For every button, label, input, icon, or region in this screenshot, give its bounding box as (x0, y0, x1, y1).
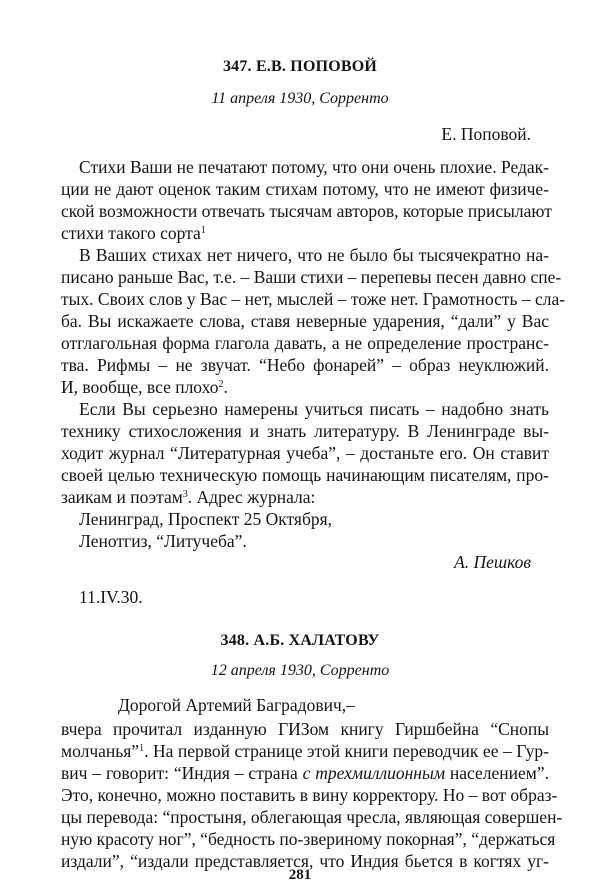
text-line: тва. Рифмы – не звучат. “Небо фонарей” – образ неуклюжий. (61, 355, 549, 375)
footnote-ref-2: 2 (218, 379, 224, 390)
text-line: Если Вы серьезно намерены учиться писать – надобно знать (79, 399, 549, 419)
text-line: вчера прочитал изданную ГИЗом книгу Гиршбейна “Снопы (61, 719, 549, 739)
text-line: тых. Своих слов у Вас – нет, мыслей – тоже нет. Грамотность – сла- (61, 289, 566, 309)
text-line: писано раньше Вас, т.е. – Ваши стихи – перепевы песен давно спе- (61, 267, 562, 287)
footnote-ref-1: 1 (139, 743, 145, 754)
text-line: Стихи Ваши не печатают потому, что они очень плохие. Редак- (79, 157, 549, 177)
salutation: Дорогой Артемий Баградович,– (118, 695, 355, 715)
letter-347-addressee: Е. Поповой. (441, 124, 531, 144)
footnote-ref-3: 3 (182, 489, 188, 500)
footnote-ref-1: 1 (200, 225, 206, 236)
text-line: В Ваших стихах нет ничего, что не было бы тысячекратно на- (79, 245, 549, 265)
text-line: стихи такого сорта$^1$ (61, 223, 206, 243)
letter-347-dateline: 11 апреля 1930, Сорренто (211, 90, 389, 107)
text-line: издали”, “издали представляется, что Индия бьется в когтях уг- (61, 851, 549, 871)
text-line: своей целью техническую помощь начинающим писателям, про- (61, 465, 549, 485)
address-line: Ленотгиз, “Литучеба”. (79, 531, 247, 551)
text-line: ходит журнал “Литературная учеба”, – достаньте его. Он ставит (61, 443, 549, 463)
letter-348-heading: 348. А.Б. ХАЛАТОВУ (220, 632, 380, 649)
text-line: Это, конечно, можно поставить в вину корректору. Но – вот образ- (61, 785, 558, 805)
text-line: вич – говорит: “Индия – страна с трехмиллионным населением”. (61, 763, 549, 783)
text-line: И, вообще, все плохо$^2$. (61, 377, 228, 397)
text-line: технику стихосложения и знать литературу. В Ленинграде вы- (61, 421, 549, 441)
text-line: цы перевода: “простыня, облегающая чресла, являющая совершен- (61, 807, 563, 827)
text-line: ской возможности отвечать тысячам авторов, которые присылают (61, 201, 552, 221)
text-line: молчанья”$^1$. На первой странице этой книги переводчик ее – Гур- (61, 741, 549, 761)
text-line: ба. Вы искажаете слова, ставя неверные ударения, “дали” у Вас (61, 311, 549, 331)
text-line: отглагольная форма глагола давать, а не определение пространс- (61, 333, 549, 353)
letter-date: 11.IV.30. (79, 587, 143, 607)
letter-347-heading: 347. Е.В. ПОПОВОЙ (222, 58, 378, 75)
italic-emphasis: с трехмиллионным (302, 763, 445, 783)
signature: А. Пешков (454, 552, 531, 572)
text-line: ную красоту ног”, “бедность по-звериному покорная”, “держаться (61, 829, 556, 849)
page-number: 281 (288, 867, 312, 883)
letter-348-dateline: 12 апреля 1930, Сорренто (210, 662, 390, 679)
address-line: Ленинград, Проспект 25 Октября, (79, 509, 333, 529)
text-line: заикам и поэтам$^3$. Адрес журнала: (61, 487, 316, 507)
text-line: ции не дают оценок таким стихам потому, что не имеют физиче- (61, 179, 549, 199)
